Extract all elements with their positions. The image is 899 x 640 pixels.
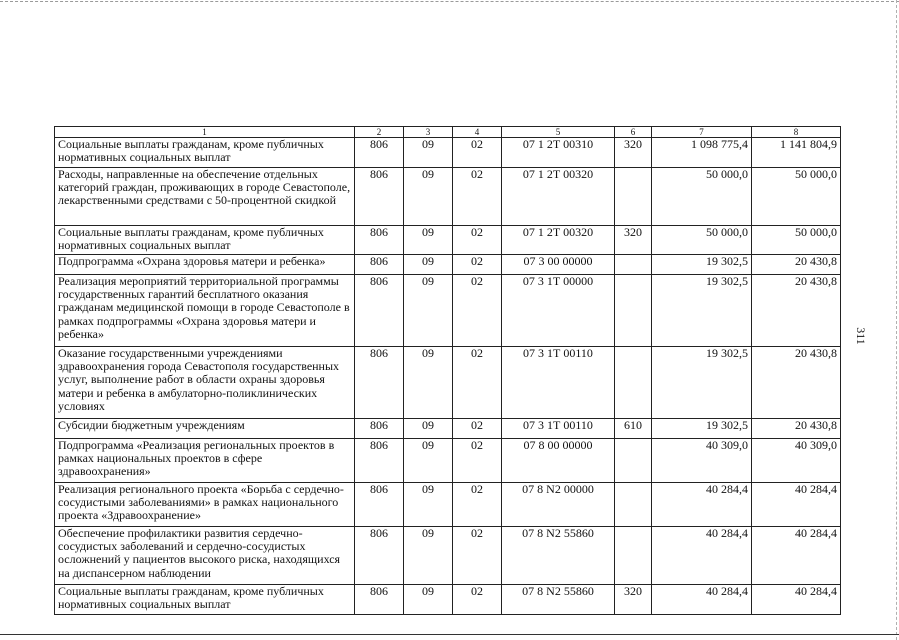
row-vr: 320 [615, 585, 652, 615]
row-ved: 806 [355, 226, 404, 255]
row-pr: 02 [453, 226, 502, 255]
column-header: 7 [652, 127, 752, 138]
column-header: 8 [752, 127, 841, 138]
row-name: Оказание государственными учреждениями здравоохранения города Севастополя государственных услуг, выполнение работ в области охраны здоровья матери и ребенка в амбулаторно-поликлинических условиях [55, 347, 355, 419]
row-sum-2: 40 284,4 [752, 585, 841, 615]
scan-edge-right [896, 0, 897, 640]
row-csr: 07 3 1Т 00110 [502, 419, 615, 439]
row-sum-1: 19 302,5 [652, 347, 752, 419]
row-sum-2: 20 430,8 [752, 255, 841, 275]
row-csr: 07 8 N2 55860 [502, 527, 615, 585]
table-row [55, 419, 841, 439]
row-rz: 09 [404, 439, 453, 483]
row-csr: 07 3 1Т 00110 [502, 347, 615, 419]
row-sum-2: 20 430,8 [752, 347, 841, 419]
row-sum-2: 1 141 804,9 [752, 138, 841, 168]
row-vr [615, 439, 652, 483]
table-row [55, 527, 841, 585]
row-pr: 02 [453, 419, 502, 439]
table-row [55, 255, 841, 275]
row-sum-2: 50 000,0 [752, 168, 841, 226]
row-csr: 07 1 2Т 00320 [502, 226, 615, 255]
row-vr: 320 [615, 138, 652, 168]
row-ved: 806 [355, 585, 404, 615]
row-csr: 07 8 N2 55860 [502, 585, 615, 615]
row-name: Обеспечение профилактики развития сердечно-сосудистых заболеваний и сердечно-сосудистых осложнений у пациентов высокого риска, находящихся на диспансерном наблюдении [55, 527, 355, 585]
row-name: Реализация мероприятий территориальной программы государственных гарантий бесплатного оказания гражданам медицинской помощи в городе Севастополе в рамках подпрограммы «Охрана здоровья матери и ребенка» [55, 275, 355, 347]
row-rz: 09 [404, 419, 453, 439]
row-sum-1: 40 284,4 [652, 483, 752, 527]
row-vr [615, 168, 652, 226]
row-sum-2: 20 430,8 [752, 419, 841, 439]
row-sum-1: 40 309,0 [652, 439, 752, 483]
table-row [55, 275, 841, 347]
table-row [55, 168, 841, 226]
row-rz: 09 [404, 255, 453, 275]
row-sum-1: 40 284,4 [652, 527, 752, 585]
row-name: Социальные выплаты гражданам, кроме публичных нормативных социальных выплат [55, 585, 355, 615]
column-header: 4 [453, 127, 502, 138]
row-ved: 806 [355, 255, 404, 275]
row-rz: 09 [404, 168, 453, 226]
row-csr: 07 8 00 00000 [502, 439, 615, 483]
row-vr: 320 [615, 226, 652, 255]
row-pr: 02 [453, 527, 502, 585]
row-pr: 02 [453, 439, 502, 483]
table-row [55, 439, 841, 483]
table-row [55, 226, 841, 255]
row-rz: 09 [404, 527, 453, 585]
row-name: Социальные выплаты гражданам, кроме публичных нормативных социальных выплат [55, 226, 355, 255]
row-rz: 09 [404, 483, 453, 527]
row-rz: 09 [404, 138, 453, 168]
row-sum-2: 20 430,8 [752, 275, 841, 347]
row-sum-1: 19 302,5 [652, 255, 752, 275]
column-header: 6 [615, 127, 652, 138]
row-ved: 806 [355, 275, 404, 347]
column-header: 1 [55, 127, 355, 138]
column-header: 3 [404, 127, 453, 138]
row-pr: 02 [453, 275, 502, 347]
row-sum-2: 40 284,4 [752, 483, 841, 527]
column-numbers-row [55, 127, 841, 138]
row-sum-1: 40 284,4 [652, 585, 752, 615]
row-csr: 07 1 2Т 00310 [502, 138, 615, 168]
row-vr [615, 527, 652, 585]
row-csr: 07 8 N2 00000 [502, 483, 615, 527]
row-name: Социальные выплаты гражданам, кроме публичных нормативных социальных выплат [55, 138, 355, 168]
row-sum-2: 50 000,0 [752, 226, 841, 255]
row-pr: 02 [453, 347, 502, 419]
row-vr [615, 347, 652, 419]
row-rz: 09 [404, 347, 453, 419]
row-csr: 07 3 00 00000 [502, 255, 615, 275]
budget-table [54, 126, 841, 615]
row-csr: 07 3 1Т 00000 [502, 275, 615, 347]
row-ved: 806 [355, 527, 404, 585]
row-ved: 806 [355, 439, 404, 483]
row-rz: 09 [404, 226, 453, 255]
row-name: Подпрограмма «Охрана здоровья матери и ребенка» [55, 255, 355, 275]
row-vr [615, 483, 652, 527]
row-pr: 02 [453, 483, 502, 527]
row-rz: 09 [404, 275, 453, 347]
row-name: Субсидии бюджетным учреждениям [55, 419, 355, 439]
page-number: 311 [854, 327, 868, 345]
row-sum-1: 50 000,0 [652, 168, 752, 226]
row-ved: 806 [355, 168, 404, 226]
row-vr [615, 255, 652, 275]
row-pr: 02 [453, 255, 502, 275]
row-name: Расходы, направленные на обеспечение отдельных категорий граждан, проживающих в городе Севастополе, лекарственными средствами с 50-процентной скидкой [55, 168, 355, 226]
row-name: Реализация регионального проекта «Борьба с сердечно-сосудистыми заболеваниями» в рамках национального проекта «Здравоохранение» [55, 483, 355, 527]
row-csr: 07 1 2Т 00320 [502, 168, 615, 226]
row-pr: 02 [453, 168, 502, 226]
table-row [55, 585, 841, 615]
row-pr: 02 [453, 585, 502, 615]
row-ved: 806 [355, 347, 404, 419]
table-row [55, 483, 841, 527]
row-ved: 806 [355, 483, 404, 527]
row-vr: 610 [615, 419, 652, 439]
table-row [55, 347, 841, 419]
table-row [55, 138, 841, 168]
row-sum-1: 19 302,5 [652, 419, 752, 439]
row-sum-1: 50 000,0 [652, 226, 752, 255]
column-header: 2 [355, 127, 404, 138]
row-vr [615, 275, 652, 347]
scan-edge-top [0, 1, 899, 2]
row-pr: 02 [453, 138, 502, 168]
row-name: Подпрограмма «Реализация региональных проектов в рамках национальных проектов в сфере здравоохранения» [55, 439, 355, 483]
row-sum-1: 19 302,5 [652, 275, 752, 347]
row-sum-2: 40 284,4 [752, 527, 841, 585]
row-ved: 806 [355, 419, 404, 439]
row-sum-2: 40 309,0 [752, 439, 841, 483]
row-rz: 09 [404, 585, 453, 615]
column-header: 5 [502, 127, 615, 138]
row-ved: 806 [355, 138, 404, 168]
row-sum-1: 1 098 775,4 [652, 138, 752, 168]
scan-edge-bottom [0, 634, 899, 635]
